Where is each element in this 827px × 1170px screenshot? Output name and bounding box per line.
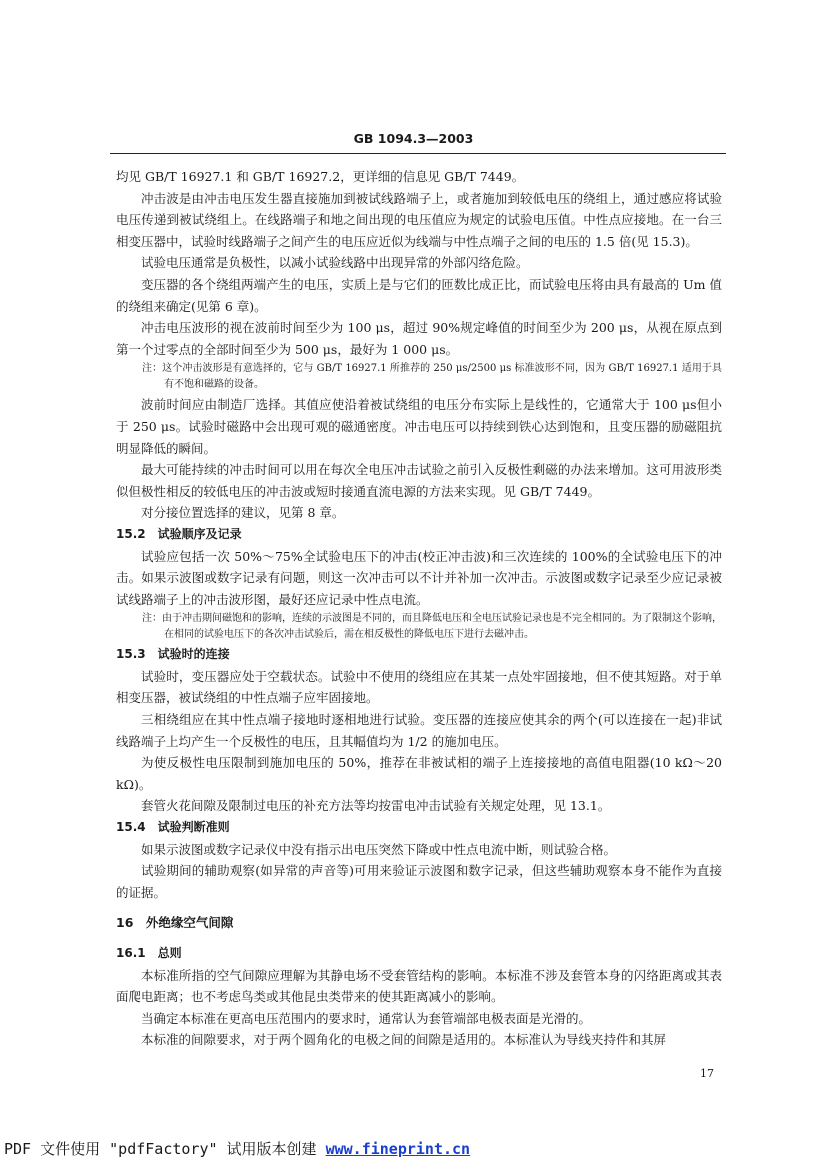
chapter-heading-16: 16 外绝缘空气间隙: [116, 915, 234, 931]
header-rule: [110, 153, 726, 154]
note: 注：由于冲击期间磁饱和的影响，连续的示波图是不同的，而且降低电压和全电压试验记录也是不完全相同的。为了限制这个影响，在相同的试验电压下的各次冲击试验后，需在相反极性的降低电压下进行去磁冲击。: [142, 613, 722, 641]
paragraph: 套管火花间隙及限制过电压的补充方法等均按雷电冲击试验有关规定处理，见 13.1。: [141, 798, 611, 814]
paragraph: 均见 GB/T 16927.1 和 GB/T 16927.2，更详细的信息见 GB/T 7449。: [116, 169, 525, 184]
paragraph: 如果示波图或数字记录仪中没有指示出电压突然下降或中性点电流中断，则试验合格。: [141, 841, 617, 857]
footer-link[interactable]: www.fineprint.cn: [325, 1140, 471, 1158]
pdf-footer: [4, 1138, 470, 1159]
paragraph: 本标准的间隙要求，对于两个圆角化的电极之间的间隙是适用的。本标准认为导线夹持件和其屏: [141, 1032, 667, 1048]
paragraph: 三相绕组应在其中性点端子接地时逐相地进行试验。变压器的连接应使其余的两个(可以连接在一起)非试线路端子上均产生一个反极性的电压，且其幅值均为 1/2 的施加电压。: [116, 712, 722, 749]
page-body: [116, 166, 722, 1051]
document-header: GB 1094.3—2003: [353, 131, 474, 146]
paragraph: 冲击波是由冲击电压发生器直接施加到被试线路端子上，或者施加到较低电压的绕组上，通过感应将试验电压传递到被试绕组上。在线路端子和地之间出现的电压值应为规定的试验电压值。中性点应接地。在一台三相变压器中，试验时线路端子之间产生的电压应近似为线端与中性点端子之间的电压的 1.5 倍(见 15.3)。: [116, 190, 722, 249]
page-number: 17: [700, 1067, 714, 1080]
paragraph: 波前时间应由制造厂选择。其值应使沿着被试绕组的电压分布实际上是线性的，它通常大于 100 μs但小于 250 μs。试验时磁路中会出现可观的磁通密度。冲击电压可以持续到铁心达到饱和，且变压器的励磁阻抗明显降低的瞬间。: [116, 397, 722, 456]
paragraph: 试验期间的辅助观察(如异常的声音等)可用来验证示波图和数字记录，但这些辅助观察本身不能作为直接的证据。: [116, 863, 722, 900]
section-heading-15-2: 15.2 试验顺序及记录: [116, 526, 242, 541]
note: 注：这个冲击波形是有意选择的，它与 GB/T 16927.1 所推荐的 250 μs/2500 μs 标准波形不同，因为 GB/T 16927.1 适用于具有不饱和磁路的设备。: [142, 363, 722, 391]
paragraph: 变压器的各个绕组两端产生的电压，实质上是与它们的匝数比成正比，而试验电压将由具有最高的 Um 值的绕组来确定(见第 6 章)。: [116, 276, 722, 314]
paragraph: 冲击电压波形的视在波前时间至少为 100 μs，超过 90%规定峰值的时间至少为 200 μs，从视在原点到第一个过零点的全部时间至少为 500 μs，最好为 1 000 μs。: [116, 320, 722, 357]
section-heading-15-4: 15.4 试验判断准则: [116, 820, 230, 835]
paragraph: 最大可能持续的冲击时间可以用在每次全电压冲击试验之前引入反极性剩磁的办法来增加。这可用波形类似但极性相反的较低电压的冲击波或短时接通直流电源的方法来实现。见 GB/T 7449。: [116, 462, 722, 499]
paragraph: 为使反极性电压限制到施加电压的 50%，推荐在非被试相的端子上连接接地的高值电阻器(10 kΩ～20 kΩ)。: [116, 755, 722, 792]
paragraph: 对分接位置选择的建议，见第 8 章。: [141, 505, 345, 521]
paragraph: 本标准所指的空气间隙应理解为其静电场不受套管结构的影响。本标准不涉及套管本身的闪络距离或其表面爬电距离；也不考虑鸟类或其他昆虫类带来的使其距离减小的影响。: [116, 967, 722, 1005]
paragraph: 试验应包括一次 50%～75%全试验电压下的冲击(校正冲击波)和三次连续的 100%的全试验电压下的冲击。如果示波图或数字记录有问题，则这一次冲击可以不计并补加一次冲击。示波图或数字记录至少应记录被试线路端子上的冲击波形图，最好还应记录中性点电流。: [116, 548, 722, 607]
paragraph: 当确定本标准在更高电压范围内的要求时，通常认为套管端部电极表面是光滑的。: [141, 1010, 592, 1026]
section-heading-16-1: 16.1 总则: [116, 946, 182, 960]
paragraph: 试验电压通常是负极性，以减小试验线路中出现异常的外部闪络危险。: [141, 255, 529, 271]
section-heading-15-3: 15.3 试验时的连接: [116, 647, 230, 662]
paragraph: 试验时，变压器应处于空载状态。试验中不使用的绕组应在其某一点处牢固接地，但不使其短路。对于单相变压器，被试绕组的中性点端子应牢固接地。: [116, 668, 722, 706]
footer-text: PDF 文件使用 "pdfFactory" 试用版本创建: [4, 1140, 326, 1158]
